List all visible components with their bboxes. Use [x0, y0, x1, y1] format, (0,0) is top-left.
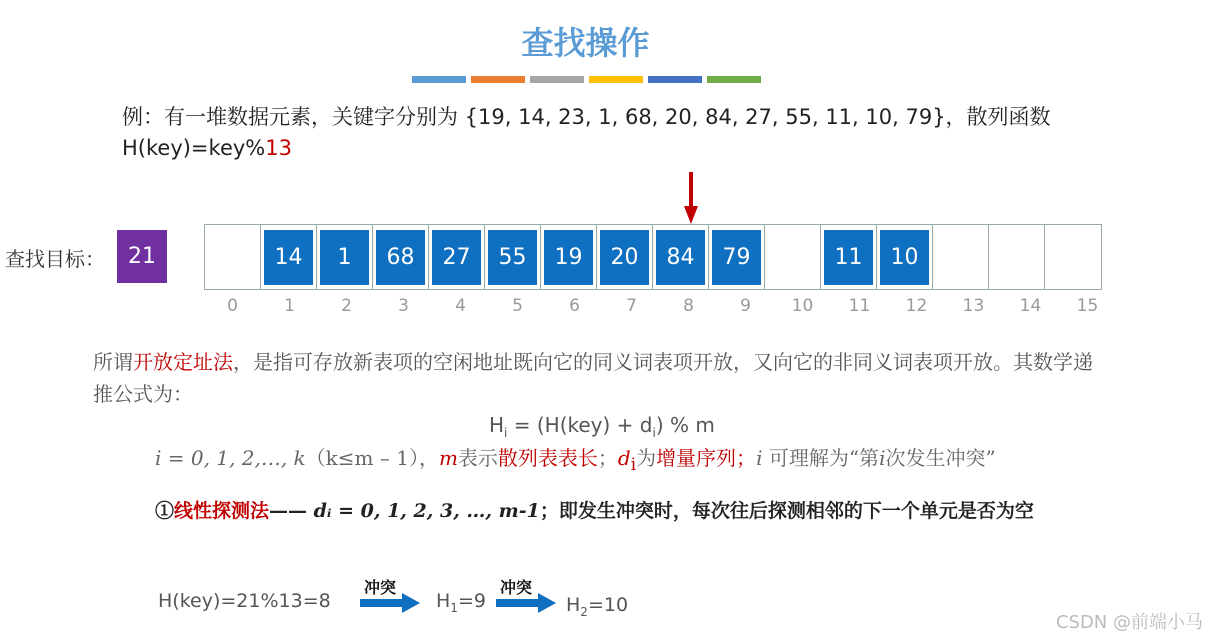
hash-table-slot	[541, 225, 597, 289]
hash-table-slot	[261, 225, 317, 289]
hash-table-slot	[597, 225, 653, 289]
hash-table-index: 12	[905, 296, 928, 316]
initial-hash-calc: H(key)=21%13=8	[158, 590, 331, 612]
hash-table-index: 2	[341, 296, 352, 316]
formula-explanation: i = 0, 1, 2,…, k（k≤m – 1），m表示散列表表长；$d_i$为增量序列；i 可理解为“第i次发生冲突”	[155, 446, 996, 474]
hash-table-value: 1	[320, 230, 369, 285]
hash-table-value: 20	[600, 230, 649, 285]
hash-table-slot	[485, 225, 541, 289]
example-line-1: 例：有一堆数据元素，关键字分别为 {19, 14, 23, 1, 68, 20, 84, 27, 55, 11, 10, 79}，散列函数	[122, 105, 1051, 129]
hash-table	[204, 224, 1102, 290]
open-addressing-term: 开放定址法	[133, 350, 233, 374]
hash-table-index: 5	[512, 296, 523, 316]
title-stripe	[530, 76, 584, 83]
modulus-value: 13	[265, 136, 292, 160]
hash-table-index: 3	[398, 296, 409, 316]
title-stripe	[412, 76, 466, 83]
hash-table-slot	[317, 225, 373, 289]
hash-table-slot	[1045, 225, 1101, 289]
title-stripe	[471, 76, 525, 83]
hash-table-index: 14	[1019, 296, 1042, 316]
hash-table-index: 0	[227, 296, 238, 316]
example-line-2: H(key)=key%13	[122, 136, 292, 160]
hash-table-slot	[205, 225, 261, 289]
linear-probing-term: 线性探测法	[174, 500, 270, 522]
hash-table-index: 1	[284, 296, 295, 316]
hash-table-slot	[877, 225, 933, 289]
open-addressing-paragraph: 所谓开放定址法，是指可存放新表项的空闲地址既向它的同义词表项开放，又向它的非同义词表项开放。其数学递推公式为：	[93, 350, 1093, 406]
hash-table-slot	[989, 225, 1045, 289]
increment-sequence-term: 增量序列；	[656, 446, 757, 470]
table-length-term: 散列表表长	[497, 446, 598, 470]
hash-table-value: 14	[264, 230, 313, 285]
hash-table-slot	[429, 225, 485, 289]
hash-table-value: 10	[880, 230, 929, 285]
hash-table-slot	[933, 225, 989, 289]
example-text	[122, 102, 1051, 164]
title-underline-stripes	[412, 76, 761, 83]
lookup-target-value: 21	[117, 230, 167, 283]
title-stripe	[589, 76, 643, 83]
hash-table-index: 7	[626, 296, 637, 316]
hash-table-slot	[653, 225, 709, 289]
arrow-down-icon	[684, 172, 698, 224]
hash-table-value: 55	[488, 230, 537, 285]
hash-table-index: 8	[683, 296, 694, 316]
hash-table-index: 11	[848, 296, 871, 316]
arrow-right-icon	[496, 593, 556, 613]
h2-result: $H_2=10$	[566, 594, 629, 619]
hash-table-indices	[204, 296, 1116, 316]
linear-probing-line: ①线性探测法—— dᵢ = 0, 1, 2, 3, …, m-1；即发生冲突时，每次往后探测相邻的下一个单元是否为空	[155, 500, 1034, 522]
hash-table-index: 9	[740, 296, 751, 316]
hash-table-value: 84	[656, 230, 705, 285]
recurrence-formula: $H_i = (H(key) + d_i)$ % m	[489, 413, 715, 440]
hash-table-index: 6	[569, 296, 580, 316]
hash-table-slot	[709, 225, 765, 289]
hash-table-slot	[821, 225, 877, 289]
lookup-target-label: 查找目标：	[5, 247, 105, 271]
hash-table-slot	[765, 225, 821, 289]
conflict-label-2: 冲突	[500, 578, 533, 597]
slide-title: 查找操作	[521, 24, 650, 62]
hash-table-slot	[373, 225, 429, 289]
hash-table-value: 68	[376, 230, 425, 285]
title-stripe	[648, 76, 702, 83]
hash-table-index: 13	[962, 296, 985, 316]
h1-result: $H_1=9$	[436, 590, 486, 615]
hash-table-value: 79	[712, 230, 761, 285]
hash-table-value: 11	[824, 230, 873, 285]
hash-table-index: 15	[1076, 296, 1099, 316]
arrow-right-icon	[360, 593, 420, 613]
title-stripe	[707, 76, 761, 83]
hash-table-index: 4	[455, 296, 466, 316]
hash-table-index: 10	[791, 296, 814, 316]
watermark: CSDN @前端小马	[1055, 612, 1203, 633]
conflict-label-1: 冲突	[364, 578, 397, 597]
hash-table-value: 27	[432, 230, 481, 285]
hash-table-value: 19	[544, 230, 593, 285]
